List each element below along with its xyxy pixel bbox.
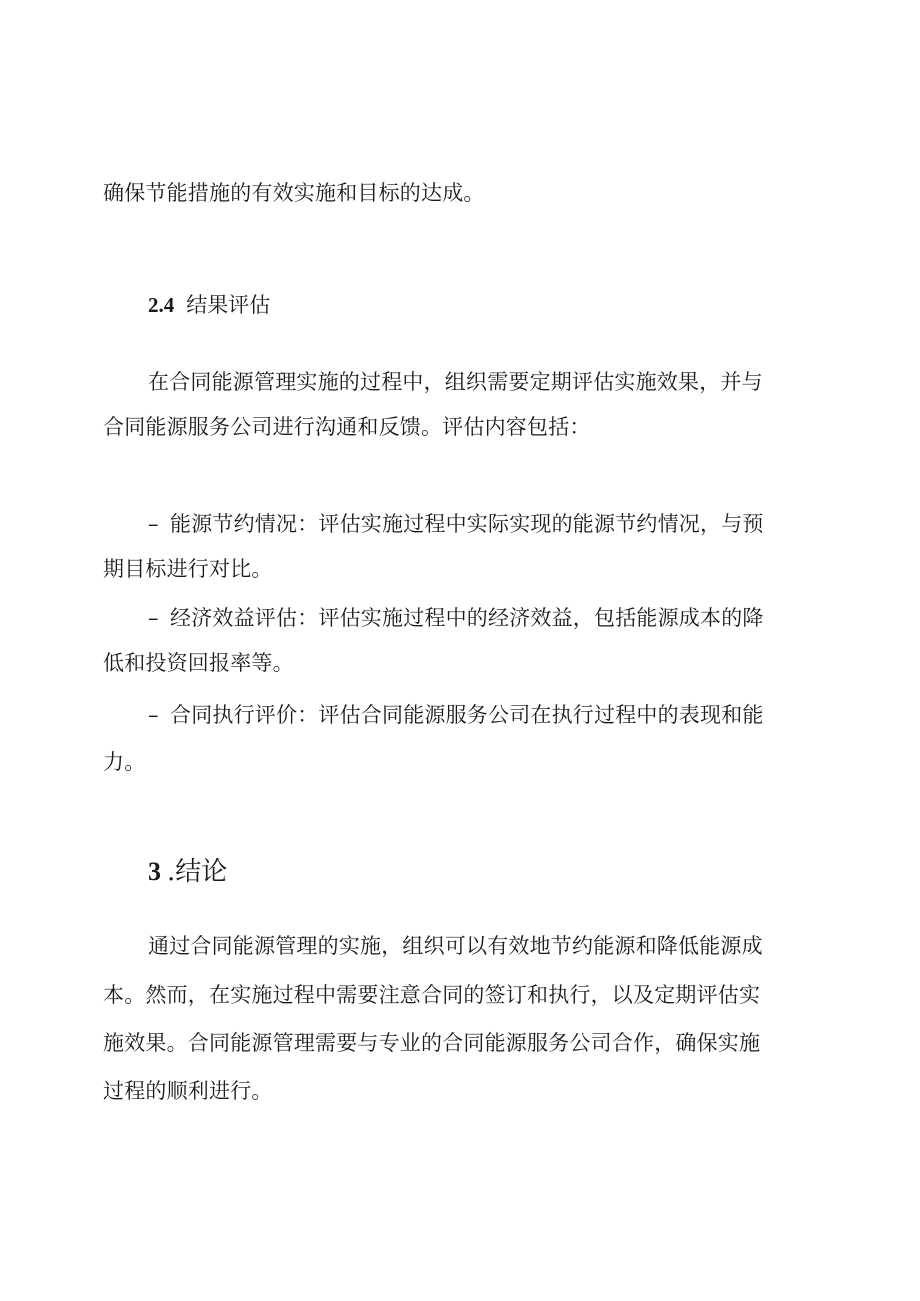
list-item-economic-benefit-cont: 低和投资回报率等。 [103, 651, 294, 675]
section-2-4-paragraph-line-2: 合同能源服务公司进行沟通和反馈。评估内容包括： [103, 415, 591, 439]
section-3-title: .结论 [167, 857, 228, 887]
list-item-text: 合同执行评价：评估合同能源服务公司在执行过程中的表现和能 [170, 703, 764, 727]
list-item-text: 能源节约情况：评估实施过程中实际实现的能源节约情况，与预 [170, 512, 764, 536]
section-2-4-title: 结果评估 [186, 293, 271, 317]
section-3-paragraph-line-4: 过程的顺利进行。 [103, 1079, 273, 1103]
intro-tail-text: 确保节能措施的有效实施和目标的达成。 [103, 181, 485, 205]
section-2-4-heading [148, 290, 270, 320]
list-item-economic-benefit [148, 603, 868, 633]
list-dash: – [148, 703, 159, 727]
list-item-contract-execution [148, 700, 868, 730]
section-3-heading [148, 855, 227, 889]
section-2-4-paragraph-line-1: 在合同能源管理实施的过程中，组织需要定期评估实施效果，并与 [148, 370, 763, 394]
list-item-contract-execution-cont: 力。 [103, 750, 146, 774]
section-3-paragraph-line-3: 施效果。合同能源管理需要与专业的合同能源服务公司合作，确保实施 [103, 1031, 761, 1055]
list-item-energy-saving [148, 509, 868, 539]
section-3-paragraph-line-2: 本。然而，在实施过程中需要注意合同的签订和执行，以及定期评估实 [103, 983, 761, 1007]
list-item-energy-saving-cont: 期目标进行对比。 [103, 557, 273, 581]
list-dash: – [148, 512, 159, 536]
section-3-number: 3 [148, 857, 161, 886]
list-item-text: 经济效益评估：评估实施过程中的经济效益，包括能源成本的降 [170, 606, 764, 630]
section-2-4-number: 2.4 [148, 293, 175, 317]
section-3-paragraph-line-1: 通过合同能源管理的实施，组织可以有效地节约能源和降低能源成 [148, 934, 763, 958]
list-dash: – [148, 606, 159, 630]
